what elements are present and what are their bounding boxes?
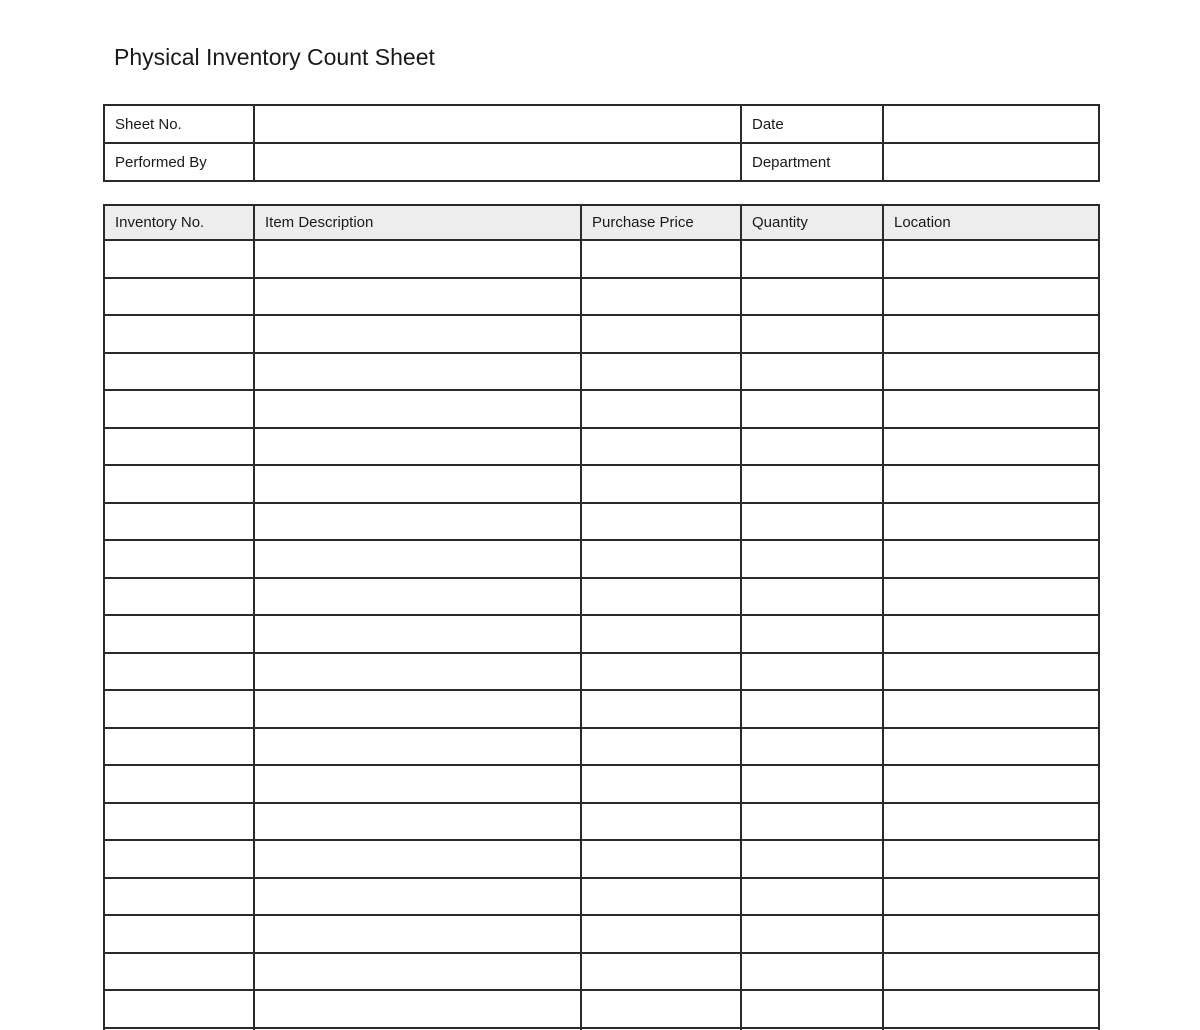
column-header-location: Location xyxy=(883,205,1099,240)
inventory-cell[interactable] xyxy=(254,540,581,578)
inventory-cell[interactable] xyxy=(741,878,883,916)
inventory-cell[interactable] xyxy=(254,428,581,466)
inventory-cell[interactable] xyxy=(741,915,883,953)
inventory-cell[interactable] xyxy=(883,953,1099,991)
inventory-row xyxy=(104,540,1099,578)
date-label: Date xyxy=(741,105,883,143)
inventory-cell[interactable] xyxy=(254,465,581,503)
inventory-cell[interactable] xyxy=(581,690,741,728)
inventory-cell[interactable] xyxy=(581,315,741,353)
inventory-cell[interactable] xyxy=(581,728,741,766)
inventory-header-row xyxy=(104,205,1099,240)
inventory-cell[interactable] xyxy=(581,390,741,428)
inventory-cell[interactable] xyxy=(883,765,1099,803)
inventory-cell[interactable] xyxy=(254,728,581,766)
inventory-cell[interactable] xyxy=(104,803,254,841)
date-field[interactable] xyxy=(883,105,1099,143)
inventory-cell[interactable] xyxy=(741,728,883,766)
inventory-row xyxy=(104,503,1099,541)
performed-by-label: Performed By xyxy=(104,143,254,181)
inventory-cell[interactable] xyxy=(581,803,741,841)
inventory-cell[interactable] xyxy=(883,578,1099,616)
inventory-cell[interactable] xyxy=(581,840,741,878)
inventory-cell[interactable] xyxy=(741,540,883,578)
inventory-cell[interactable] xyxy=(254,915,581,953)
inventory-table-body xyxy=(104,240,1099,1030)
inventory-cell[interactable] xyxy=(254,840,581,878)
column-header-purchase-price: Purchase Price xyxy=(581,205,741,240)
inventory-row xyxy=(104,278,1099,316)
inventory-cell[interactable] xyxy=(883,390,1099,428)
inventory-row xyxy=(104,653,1099,691)
inventory-cell[interactable] xyxy=(104,915,254,953)
inventory-cell[interactable] xyxy=(741,803,883,841)
inventory-cell[interactable] xyxy=(581,915,741,953)
sheet-no-field[interactable] xyxy=(254,105,741,143)
inventory-cell[interactable] xyxy=(104,465,254,503)
department-field[interactable] xyxy=(883,143,1099,181)
inventory-row xyxy=(104,878,1099,916)
inventory-cell[interactable] xyxy=(741,428,883,466)
inventory-cell[interactable] xyxy=(883,503,1099,541)
inventory-cell[interactable] xyxy=(104,840,254,878)
inventory-cell[interactable] xyxy=(741,690,883,728)
inventory-cell[interactable] xyxy=(254,690,581,728)
inventory-cell[interactable] xyxy=(883,428,1099,466)
inventory-cell[interactable] xyxy=(254,390,581,428)
inventory-cell[interactable] xyxy=(741,390,883,428)
inventory-cell[interactable] xyxy=(741,953,883,991)
inventory-row xyxy=(104,990,1099,1028)
inventory-row xyxy=(104,428,1099,466)
inventory-cell[interactable] xyxy=(741,240,883,278)
inventory-cell[interactable] xyxy=(741,503,883,541)
inventory-cell[interactable] xyxy=(254,278,581,316)
inventory-row xyxy=(104,240,1099,278)
inventory-row xyxy=(104,728,1099,766)
inventory-cell[interactable] xyxy=(581,653,741,691)
column-header-quantity: Quantity xyxy=(741,205,883,240)
inventory-row xyxy=(104,315,1099,353)
inventory-cell[interactable] xyxy=(104,653,254,691)
inventory-cell[interactable] xyxy=(104,765,254,803)
inventory-cell[interactable] xyxy=(104,278,254,316)
inventory-cell[interactable] xyxy=(741,615,883,653)
inventory-cell[interactable] xyxy=(254,353,581,391)
inventory-cell[interactable] xyxy=(581,278,741,316)
inventory-row xyxy=(104,353,1099,391)
inventory-cell[interactable] xyxy=(741,765,883,803)
inventory-cell[interactable] xyxy=(883,615,1099,653)
inventory-cell[interactable] xyxy=(254,990,581,1028)
inventory-cell[interactable] xyxy=(104,578,254,616)
inventory-cell[interactable] xyxy=(581,240,741,278)
inventory-cell[interactable] xyxy=(254,615,581,653)
page-title: Physical Inventory Count Sheet xyxy=(114,44,435,70)
inventory-row xyxy=(104,690,1099,728)
info-row-sheet-date xyxy=(104,105,1099,143)
inventory-cell[interactable] xyxy=(254,315,581,353)
inventory-cell[interactable] xyxy=(254,765,581,803)
inventory-cell[interactable] xyxy=(254,578,581,616)
inventory-cell[interactable] xyxy=(254,503,581,541)
inventory-cell[interactable] xyxy=(883,915,1099,953)
inventory-cell[interactable] xyxy=(741,278,883,316)
inventory-cell[interactable] xyxy=(104,953,254,991)
inventory-row xyxy=(104,578,1099,616)
inventory-cell[interactable] xyxy=(741,315,883,353)
inventory-cell[interactable] xyxy=(741,653,883,691)
inventory-cell[interactable] xyxy=(581,428,741,466)
column-header-inventory-no: Inventory No. xyxy=(104,205,254,240)
inventory-cell[interactable] xyxy=(104,503,254,541)
inventory-cell[interactable] xyxy=(883,315,1099,353)
inventory-cell[interactable] xyxy=(883,278,1099,316)
inventory-cell[interactable] xyxy=(104,615,254,653)
inventory-cell[interactable] xyxy=(741,840,883,878)
inventory-cell[interactable] xyxy=(581,953,741,991)
inventory-row xyxy=(104,915,1099,953)
inventory-cell[interactable] xyxy=(741,353,883,391)
inventory-cell[interactable] xyxy=(254,240,581,278)
inventory-table xyxy=(103,204,1100,1030)
inventory-row xyxy=(104,465,1099,503)
inventory-cell[interactable] xyxy=(883,540,1099,578)
inventory-cell[interactable] xyxy=(104,240,254,278)
info-table xyxy=(103,104,1100,182)
inventory-cell[interactable] xyxy=(104,540,254,578)
inventory-cell[interactable] xyxy=(254,953,581,991)
inventory-cell[interactable] xyxy=(104,390,254,428)
info-row-performer-department xyxy=(104,143,1099,181)
inventory-row xyxy=(104,803,1099,841)
inventory-row xyxy=(104,953,1099,991)
inventory-cell[interactable] xyxy=(104,690,254,728)
inventory-cell[interactable] xyxy=(581,353,741,391)
sheet-no-label: Sheet No. xyxy=(104,105,254,143)
inventory-row xyxy=(104,840,1099,878)
inventory-cell[interactable] xyxy=(883,353,1099,391)
inventory-cell[interactable] xyxy=(883,690,1099,728)
inventory-cell[interactable] xyxy=(104,315,254,353)
inventory-cell[interactable] xyxy=(581,578,741,616)
inventory-cell[interactable] xyxy=(104,428,254,466)
inventory-cell[interactable] xyxy=(883,840,1099,878)
inventory-cell[interactable] xyxy=(581,878,741,916)
inventory-cell[interactable] xyxy=(883,728,1099,766)
department-label: Department xyxy=(741,143,883,181)
inventory-cell[interactable] xyxy=(104,353,254,391)
inventory-cell[interactable] xyxy=(254,653,581,691)
inventory-cell[interactable] xyxy=(581,765,741,803)
inventory-row xyxy=(104,615,1099,653)
column-header-item-description: Item Description xyxy=(254,205,581,240)
inventory-row xyxy=(104,390,1099,428)
inventory-cell[interactable] xyxy=(883,803,1099,841)
inventory-cell[interactable] xyxy=(741,578,883,616)
inventory-cell[interactable] xyxy=(104,878,254,916)
inventory-cell[interactable] xyxy=(104,990,254,1028)
inventory-cell[interactable] xyxy=(581,503,741,541)
inventory-cell[interactable] xyxy=(254,803,581,841)
inventory-cell[interactable] xyxy=(741,990,883,1028)
inventory-cell[interactable] xyxy=(581,465,741,503)
inventory-row xyxy=(104,765,1099,803)
inventory-cell[interactable] xyxy=(741,465,883,503)
performed-by-field[interactable] xyxy=(254,143,741,181)
inventory-cell[interactable] xyxy=(581,540,741,578)
inventory-cell[interactable] xyxy=(581,615,741,653)
inventory-cell[interactable] xyxy=(883,990,1099,1028)
inventory-cell[interactable] xyxy=(883,653,1099,691)
inventory-cell[interactable] xyxy=(883,240,1099,278)
inventory-cell[interactable] xyxy=(104,728,254,766)
inventory-cell[interactable] xyxy=(883,878,1099,916)
inventory-cell[interactable] xyxy=(254,878,581,916)
inventory-cell[interactable] xyxy=(883,465,1099,503)
inventory-cell[interactable] xyxy=(581,990,741,1028)
